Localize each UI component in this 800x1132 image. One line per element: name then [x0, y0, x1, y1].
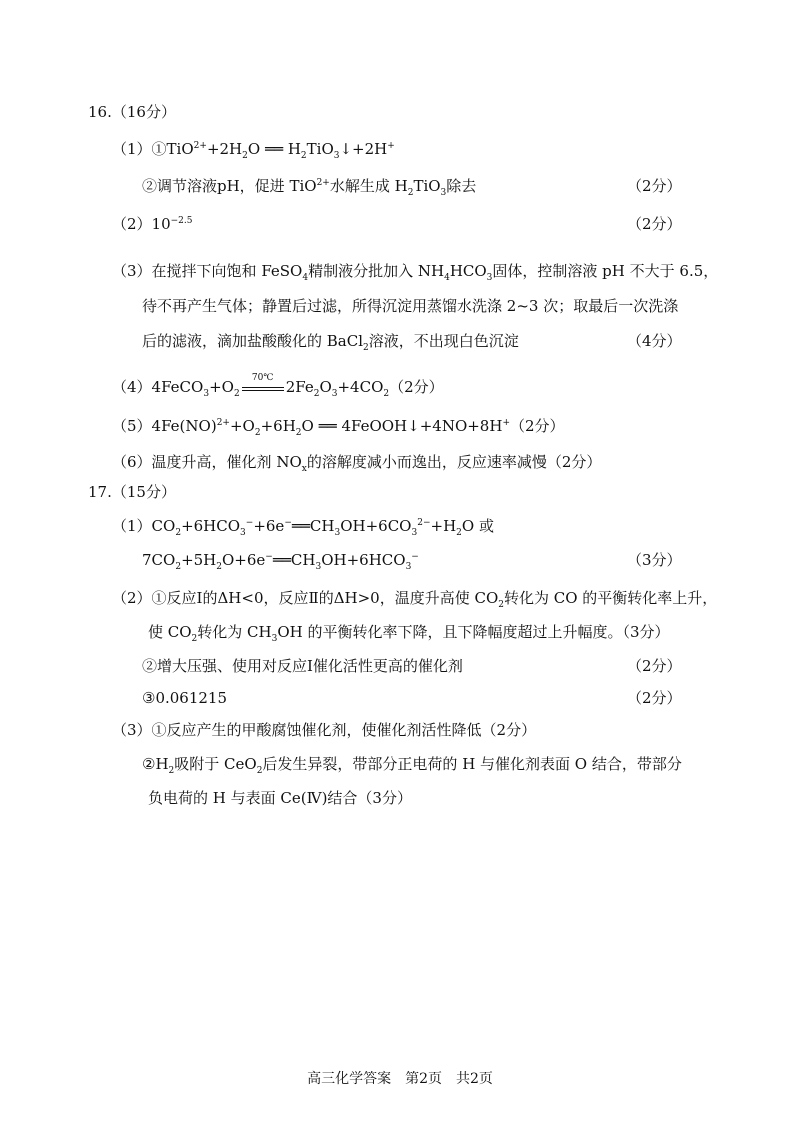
q17-p2-l3-score: （2分）	[627, 657, 682, 675]
q17-p1-line1: $(1)CO_2+6HCO_3^-+6e^-══CH_3OH+6CO_3^{2-}+H_2O$ 或	[112, 517, 494, 538]
q17-p2-line2: 使 $CO_2$转化为 $CH_3OH$ 的平衡转化率下降，且下降幅度超过上升幅度。（3分）	[148, 623, 670, 644]
q16-p2-score: （2分）	[627, 215, 682, 233]
page-footer: 高三化学答案 第2页 共2页	[307, 1071, 493, 1087]
q17-header: 17.（15分）	[88, 483, 176, 501]
reaction-condition: 70℃	[240, 378, 286, 398]
q17-p3-line3: 负电荷的 H 与表面 Ce(Ⅳ)结合（3分）	[148, 789, 412, 807]
q17-p2-line4: ③0.061215	[142, 689, 228, 707]
q16-p3-score: （4分）	[627, 332, 682, 350]
q17-p2-line1: （2）①反应Ⅰ的ΔH<0，反应Ⅱ的ΔH>0，温度升高使 $CO_2$转化为 CO 的平衡转化率上升，	[112, 589, 718, 610]
q17-p3-line1: （3）①反应产生的甲酸腐蚀催化剂，使催化剂活性降低（2分）	[112, 721, 537, 739]
q16-p1-line2: ②调节溶液pH，促进 TiO$^{2+}$水解生成 $H_2TiO_3$除去	[142, 177, 477, 198]
q17-p1-score: （3分）	[627, 551, 682, 569]
q16-p5-line: $(5)4Fe(NO)^{2+}+O_2+6H_2O$ ══ 4FeOOH↓+4NO+8H+（2分）	[112, 417, 565, 438]
q16-p1-line1: $(1)①TiO^{2+}+2H_2O$ ══ $H_2TiO_3↓+2H^+$	[112, 140, 395, 161]
q16-p2-line: $(2)10^{-2.5}$	[112, 215, 193, 233]
q16-p6-line: （6）温度升高，催化剂 $NO_x$的溶解度减小而逸出，反应速率减慢（2分）	[112, 453, 602, 474]
q16-p3-line3: 后的滤液，滴加盐酸酸化的 BaCl$_2$溶液，不出现白色沉淀	[142, 332, 519, 353]
q17-p3-line2: $②H_2$吸附于 CeO$_2$后发生异裂，带部分正电荷的 H 与催化剂表面 O 结合，带部分	[142, 755, 682, 776]
q16-p1-score: （2分）	[627, 177, 682, 195]
q17-p2-l4-score: （2分）	[627, 689, 682, 707]
q16-header: 16.（16分）	[88, 103, 176, 121]
q16-p4-line: $(4)4FeCO_3+O_2$ 70℃ $2Fe_2O_3+4CO_2(2$分）	[112, 373, 444, 399]
q17-p2-line3: ②增大压强、使用对反应Ⅰ催化活性更高的催化剂	[142, 657, 463, 675]
q16-p3-line2: 待不再产生气体；静置后过滤，所得沉淀用蒸馏水洗涤 2~3 次；取最后一次洗涤	[142, 297, 679, 315]
q17-p1-line2: $7CO_2+5H_2O+6e^-══CH_3OH+6HCO_3^-$	[142, 551, 419, 572]
q16-p3-line1: （3）在搅拌下向饱和 FeSO$_4$精制液分批加入 $NH_4HCO_3$固体，控制溶液 pH 不大于 6.5，	[112, 262, 719, 283]
